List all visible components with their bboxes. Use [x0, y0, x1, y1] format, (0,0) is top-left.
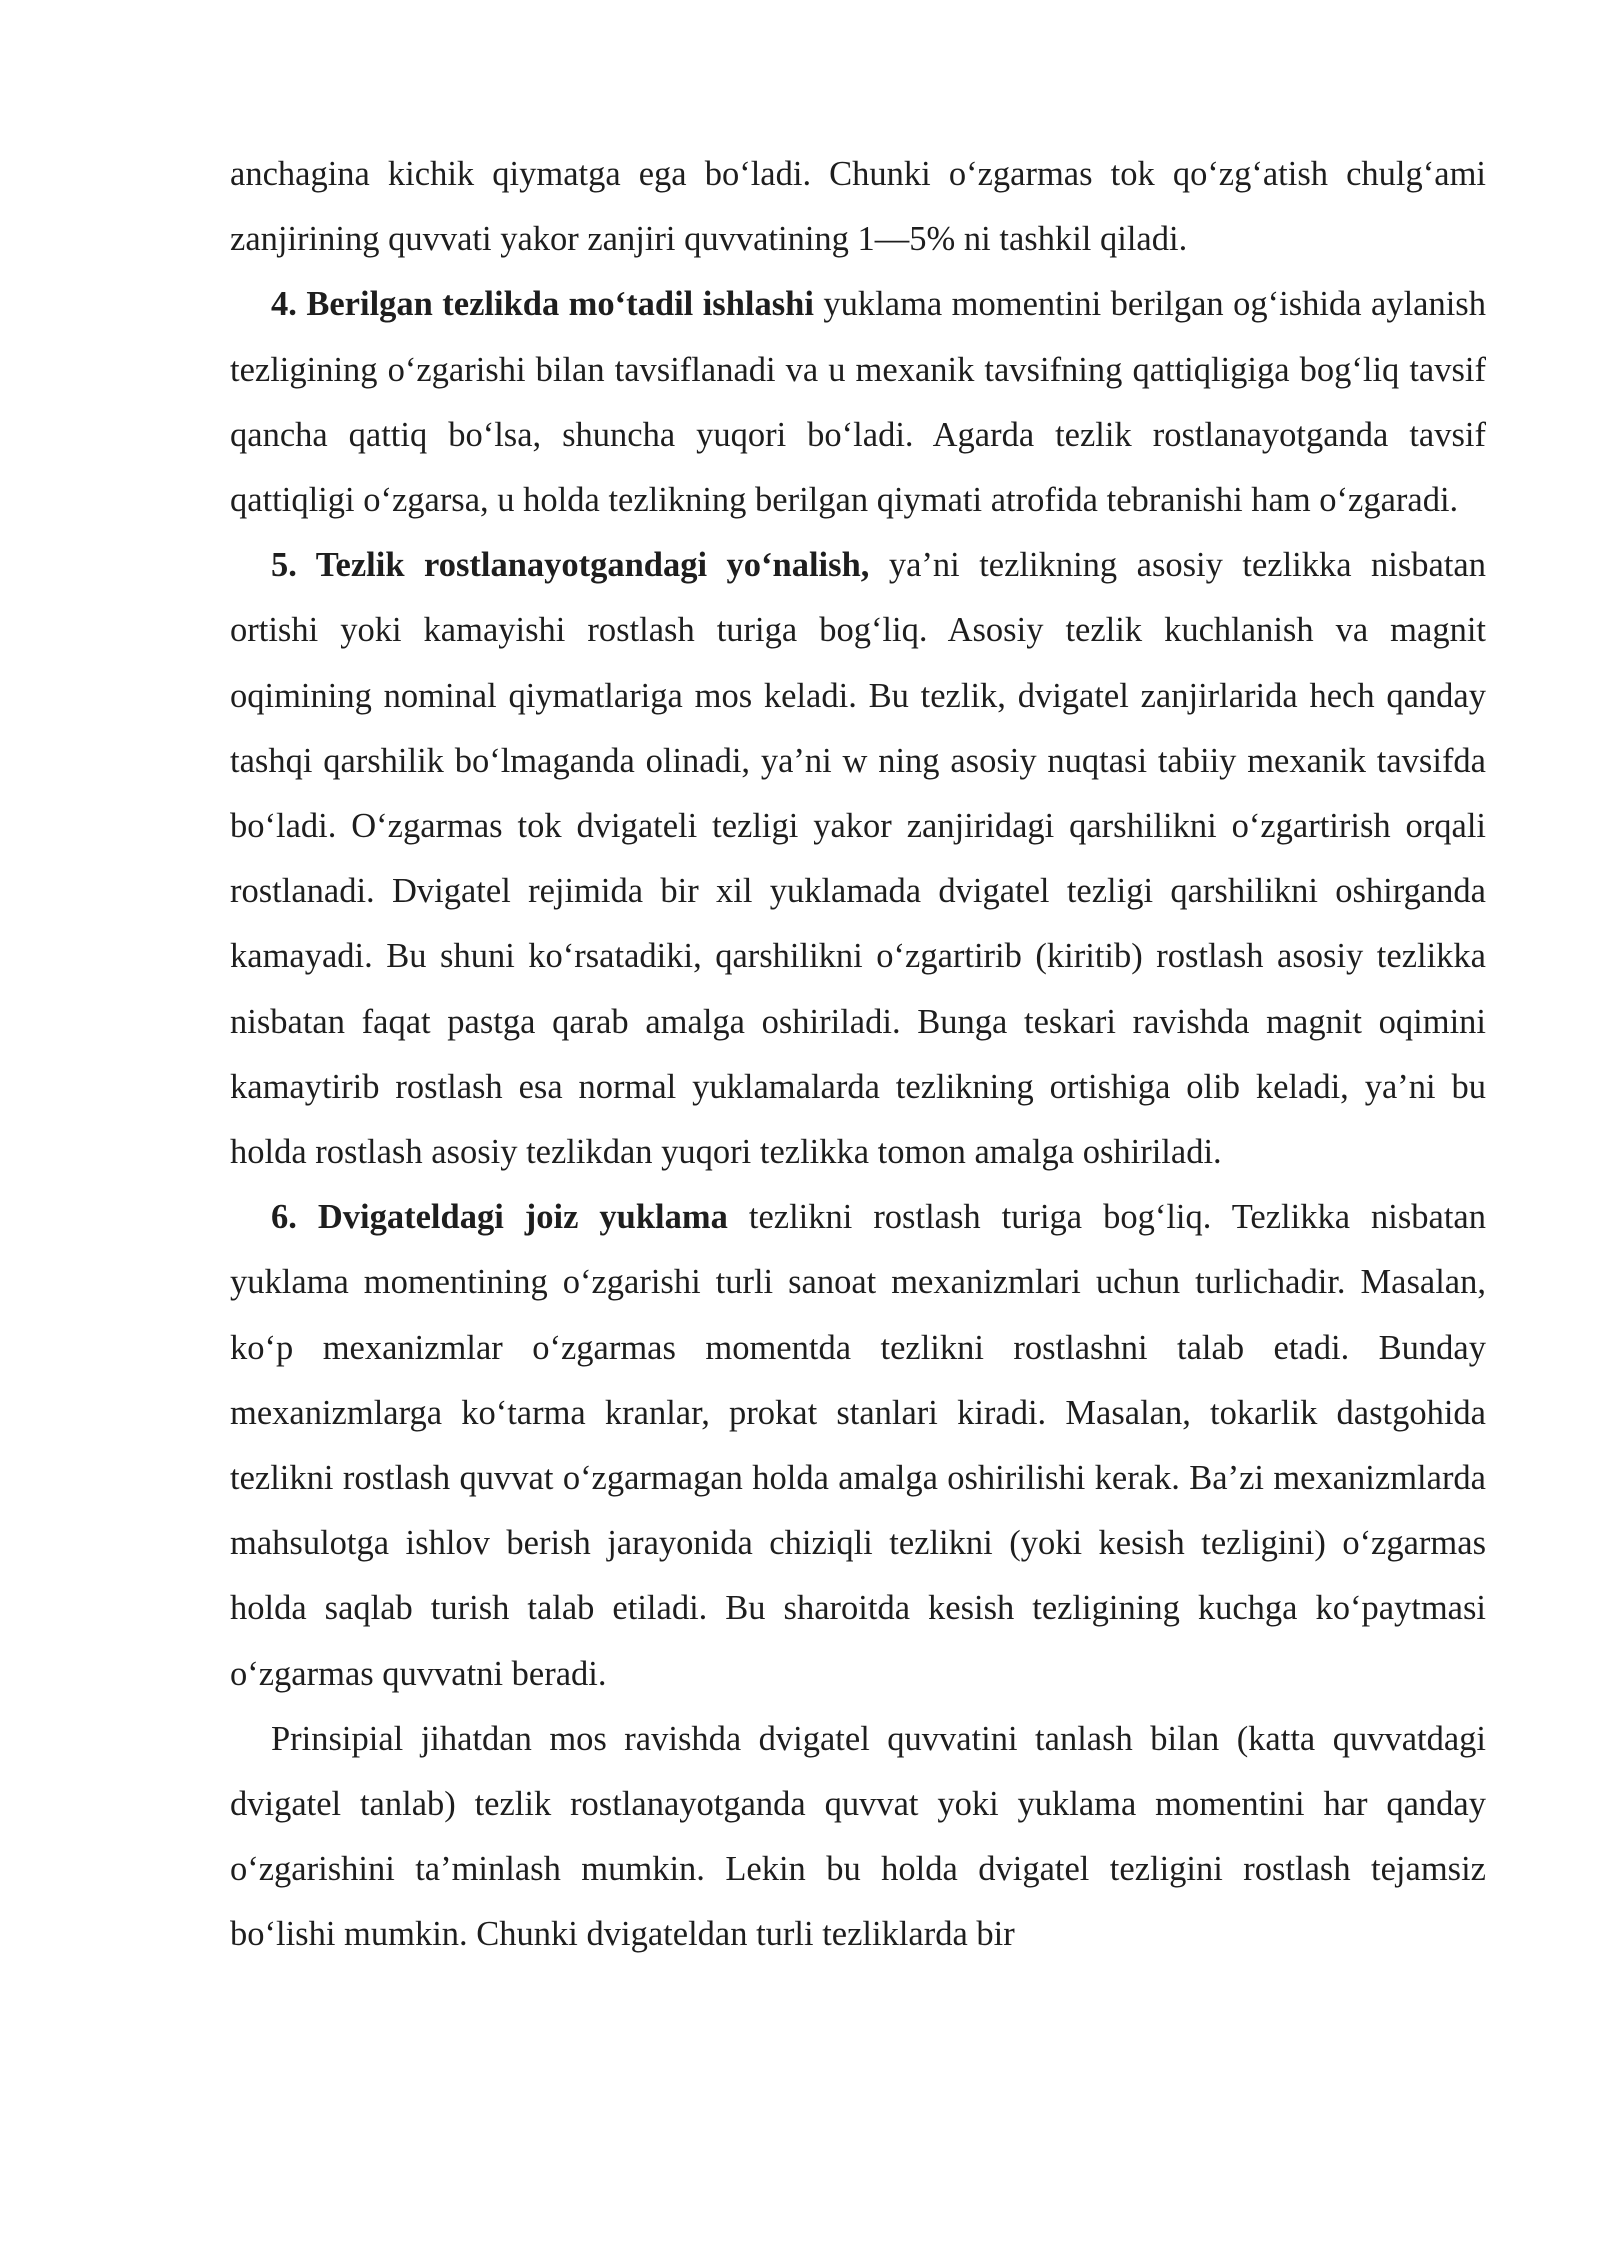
paragraph-heading: 5. Tezlik rostlanayotgandagi yo‘nalish, [271, 546, 870, 585]
paragraph-text: tezlikni rostlash turiga bog‘liq. Tezlikka nisbatan yuklama momentining o‘zgarishi turli sanoat mexanizmlari uchun turlichadir. Masalan, ko‘p mexanizmlar o‘zgarmas momentda tezlikni rostlashni talab etadi. Bunday mexanizmlarga ko‘tarma kranlar, prokat stanlari kiradi. Masalan, tokarlik dastgohida tezlikni rostlash quvvat o‘zgarmagan holda amalga oshirilishi kerak. Ba’zi mexanizmlarda mahsulotga ishlov berish jarayonida chiziqli tezlikni (yoki kesish tezligini) o‘zgarmas holda saqlab turish talab etiladi. Bu sharoitda kesish tezligining kuchga ko‘paytmasi o‘zgarmas quvvatni beradi. [230, 1198, 1486, 1693]
paragraph-heading: 6. Dvigateldagi joiz yuklama [271, 1198, 728, 1237]
paragraph-text: Prinsipial jihatdan mos ravishda dvigatel quvvatini tanlash bilan (katta quvvatdagi dvigatel tanlab) tezlik rostlanayotganda quvvat yoki yuklama momentini har qanday o‘zgarishini ta’minlash mumkin. Lekin bu holda dvigatel tezligini rostlash tejamsiz bo‘lishi mumkin. Chunki dvigateldan turli tezliklarda bir [230, 1719, 1486, 1954]
paragraph-heading: 4. Berilgan tezlikda mo‘tadil ishlashi [271, 285, 814, 324]
paragraph-principal [230, 1707, 1486, 1968]
paragraph-text: anchagina kichik qiymatga ega bo‘ladi. Chunki o‘zgarmas tok qo‘zg‘atish chulg‘ami zanjirining quvvati yakor zanjiri quvvatining 1—5% ni tashkil qiladi. [230, 155, 1486, 259]
paragraph-item-4 [230, 272, 1486, 533]
paragraph-text: ya’ni tezlikning asosiy tezlikka nisbatan ortishi yoki kamayishi rostlash turiga bog‘liq. Asosiy tezlik kuchlanish va magnit oqimining nominal qiymatlariga mos keladi. Bu tezlik, dvigatel zanjirlarida hech qanday tashqi qarshilik bo‘lmaganda olinadi, ya’ni w ning asosiy nuqtasi tabiiy mexanik tavsifda bo‘ladi. O‘zgarmas tok dvigateli tezligi yakor zanjiridagi qarshilikni o‘zgartirish orqali rostlanadi. Dvigatel rejimida bir xil yuklamada dvigatel tezligi qarshilikni oshirganda kamayadi. Bu shuni ko‘rsatadiki, qarshilikni o‘zgartirib (kiritib) rostlash asosiy tezlikka nisbatan faqat pastga qarab amalga oshiriladi. Bunga teskari ravishda magnit oqimini kamaytirib rostlash esa normal yuklamalarda tezlikning ortishiga olib keladi, ya’ni bu holda rostlash asosiy tezlikdan yuqori tezlikka tomon amalga oshiriladi. [230, 546, 1486, 1172]
paragraph-item-5 [230, 533, 1486, 1185]
paragraph-item-6 [230, 1185, 1486, 1707]
body-text [230, 142, 1486, 1968]
paragraph-continuation [230, 142, 1486, 272]
paragraph-text: yuklama momentini berilgan og‘ishida aylanish tezligining o‘zgarishi bilan tavsiflanadi va u mexanik tavsifning qattiqligiga bog‘liq tavsif qancha qattiq bo‘lsa, shuncha yuqori bo‘ladi. Agarda tezlik rostlanayotganda tavsif qattiqligi o‘zgarsa, u holda tezlikning berilgan qiymati atrofida tebranishi ham o‘zgaradi. [230, 285, 1486, 520]
